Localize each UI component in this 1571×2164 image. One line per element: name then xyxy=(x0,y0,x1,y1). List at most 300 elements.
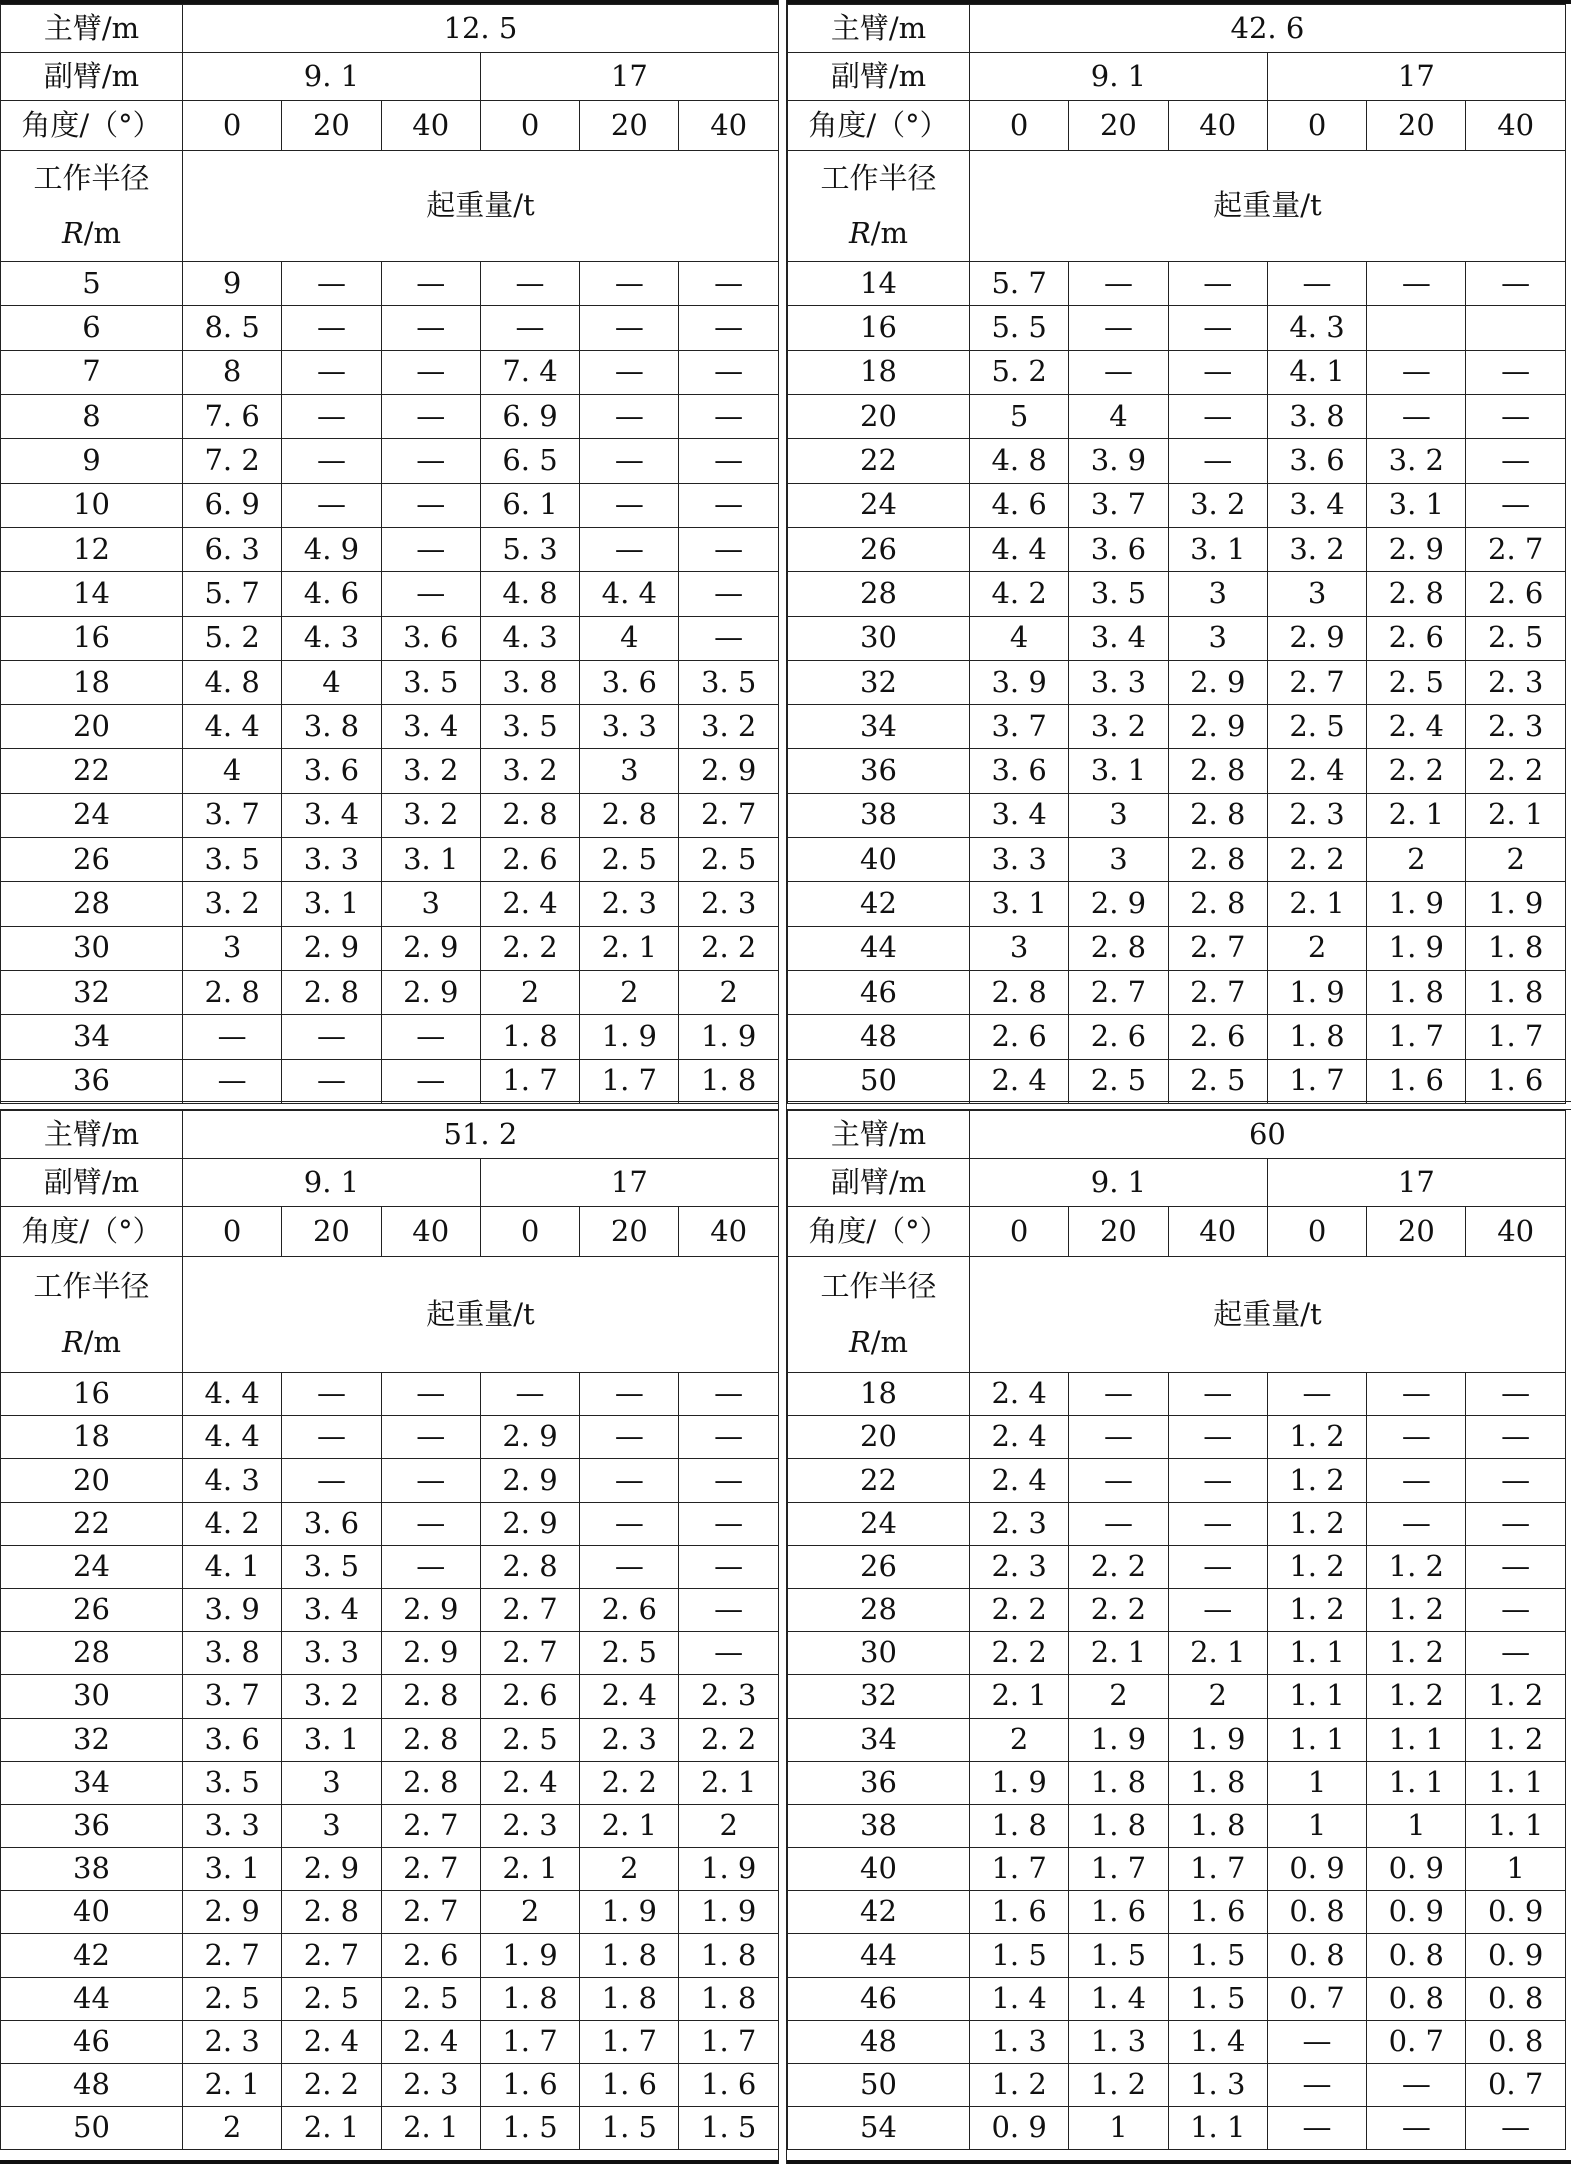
table-row xyxy=(788,1632,1566,1675)
capacity-value: 1. 8 xyxy=(679,1934,778,1977)
table-row xyxy=(1,262,779,306)
radius-value: 46 xyxy=(1,2020,183,2063)
capacity-value: — xyxy=(1367,2064,1466,2107)
angle-value: 40 xyxy=(1466,1207,1565,1257)
capacity-value: — xyxy=(1267,2064,1366,2107)
table-row xyxy=(1,395,779,439)
capacity-value: 2. 7 xyxy=(1466,527,1565,571)
table-row xyxy=(1,660,779,704)
capacity-value: 4 xyxy=(183,749,282,793)
capacity-label: 起重量/t xyxy=(970,151,1566,262)
capacity-value: 0. 8 xyxy=(1466,1977,1565,2020)
capacity-value: 3. 3 xyxy=(183,1804,282,1847)
table-row xyxy=(788,660,1566,704)
capacity-value: 3. 4 xyxy=(1069,616,1168,660)
table-row xyxy=(1,527,779,571)
angle-value: 0 xyxy=(970,1207,1069,1257)
table-row xyxy=(1,483,779,527)
capacity-value: 3. 2 xyxy=(1069,705,1168,749)
radius-value: 20 xyxy=(1,1459,183,1502)
table-row xyxy=(788,1718,1566,1761)
capacity-value: — xyxy=(1466,483,1565,527)
capacity-value: — xyxy=(1267,2020,1366,2063)
capacity-value: 1. 7 xyxy=(580,2020,679,2063)
angle-value: 0 xyxy=(183,1207,282,1257)
radius-unit: /m xyxy=(870,216,909,251)
capacity-value: 3. 1 xyxy=(282,1718,381,1761)
angle-value: 0 xyxy=(1267,101,1366,151)
capacity-value: 2. 1 xyxy=(381,2107,480,2150)
capacity-value: 4. 3 xyxy=(282,616,381,660)
table-row xyxy=(1,2020,779,2063)
radius-header-row xyxy=(1,151,779,262)
radius-value: 44 xyxy=(1,1977,183,2020)
capacity-value: 2. 2 xyxy=(580,1761,679,1804)
capacity-value: 1. 5 xyxy=(679,2107,778,2150)
radius-value: 5 xyxy=(1,262,183,306)
capacity-value: 2. 9 xyxy=(282,1848,381,1891)
radius-label-line2 xyxy=(1,206,182,261)
capacity-value: 1. 9 xyxy=(480,1934,579,1977)
capacity-value: 1. 9 xyxy=(580,1015,679,1059)
capacity-value: 2. 3 xyxy=(1466,705,1565,749)
capacity-value: — xyxy=(1168,1373,1267,1416)
capacity-value: 2. 5 xyxy=(1466,616,1565,660)
capacity-value: 2. 7 xyxy=(282,1934,381,1977)
table-row xyxy=(1,838,779,882)
capacity-value: 2 xyxy=(679,1804,778,1847)
radius-value: 22 xyxy=(788,439,970,483)
capacity-value: — xyxy=(1466,1373,1565,1416)
capacity-value: 1. 7 xyxy=(480,1059,579,1103)
capacity-value: 3. 5 xyxy=(282,1545,381,1588)
capacity-value: 3. 8 xyxy=(480,660,579,704)
capacity-value: 2. 2 xyxy=(970,1588,1069,1631)
capacity-value: 3. 2 xyxy=(282,1675,381,1718)
capacity-value: 1. 7 xyxy=(1367,1015,1466,1059)
capacity-value: 1. 9 xyxy=(970,1761,1069,1804)
capacity-value: 2 xyxy=(580,1848,679,1891)
angle-value: 20 xyxy=(1069,101,1168,151)
capacity-value: — xyxy=(580,527,679,571)
radius-unit: /m xyxy=(83,216,122,251)
radius-value: 36 xyxy=(788,1761,970,1804)
capacity-value: 2. 1 xyxy=(970,1675,1069,1718)
capacity-value: — xyxy=(381,1545,480,1588)
table-row xyxy=(788,2064,1566,2107)
capacity-value: 0. 8 xyxy=(1267,1891,1366,1934)
capacity-value: 2. 8 xyxy=(970,970,1069,1014)
capacity-value: 2. 8 xyxy=(1069,926,1168,970)
table-row xyxy=(788,970,1566,1014)
capacity-value: 4. 9 xyxy=(282,527,381,571)
radius-label-line2 xyxy=(788,206,969,261)
capacity-value: — xyxy=(282,439,381,483)
table-row xyxy=(788,749,1566,793)
capacity-value: 4. 3 xyxy=(183,1459,282,1502)
capacity-label: 起重量/t xyxy=(970,1257,1566,1373)
capacity-value: — xyxy=(1367,350,1466,394)
capacity-value: 2. 8 xyxy=(1168,838,1267,882)
table-row xyxy=(1,2107,779,2150)
capacity-value: 4. 2 xyxy=(183,1502,282,1545)
capacity-value: 0. 9 xyxy=(1367,1891,1466,1934)
table-row xyxy=(1,882,779,926)
capacity-value: 2. 8 xyxy=(1168,882,1267,926)
angle-value: 20 xyxy=(580,101,679,151)
capacity-value: 1. 2 xyxy=(1267,1588,1366,1631)
angle-label: 角度/（°） xyxy=(1,1207,183,1257)
table-row xyxy=(1,1804,779,1847)
capacity-value: 2 xyxy=(480,970,579,1014)
capacity-value: 3. 6 xyxy=(381,616,480,660)
capacity-value: — xyxy=(679,1416,778,1459)
angle-value: 20 xyxy=(1367,101,1466,151)
capacity-value: 1. 2 xyxy=(1367,1632,1466,1675)
radius-value: 48 xyxy=(1,2064,183,2107)
capacity-value: — xyxy=(679,1545,778,1588)
capacity-value: 2 xyxy=(1168,1675,1267,1718)
capacity-value: 1. 9 xyxy=(1466,882,1565,926)
capacity-value: 4. 4 xyxy=(580,572,679,616)
radius-unit: /m xyxy=(83,1324,122,1359)
capacity-value: — xyxy=(1466,395,1565,439)
capacity-value: 6. 9 xyxy=(183,483,282,527)
capacity-value: — xyxy=(1168,395,1267,439)
radius-value: 20 xyxy=(1,705,183,749)
capacity-value: 2. 5 xyxy=(381,1977,480,2020)
capacity-value: 1. 8 xyxy=(1466,926,1565,970)
capacity-value: 2. 4 xyxy=(970,1059,1069,1103)
main-boom-label: 主臂/m xyxy=(788,1111,970,1159)
capacity-value: 3. 6 xyxy=(580,660,679,704)
capacity-value: 4. 1 xyxy=(1267,350,1366,394)
capacity-value: 1 xyxy=(1367,1804,1466,1847)
capacity-value: 4. 8 xyxy=(970,439,1069,483)
load-table-block xyxy=(787,4,1566,1104)
capacity-value: — xyxy=(1466,439,1565,483)
capacity-value: 8. 5 xyxy=(183,306,282,350)
capacity-value: 2. 6 xyxy=(381,1934,480,1977)
table-row xyxy=(788,1015,1566,1059)
radius-label-line2 xyxy=(1,1315,182,1370)
table-row xyxy=(788,306,1566,350)
radius-value: 24 xyxy=(788,1502,970,1545)
angle-row xyxy=(788,101,1566,151)
capacity-value: 3. 4 xyxy=(381,705,480,749)
capacity-value: 2. 8 xyxy=(1168,749,1267,793)
capacity-value: 2. 2 xyxy=(1466,749,1565,793)
capacity-value: 2. 3 xyxy=(183,2020,282,2063)
capacity-value: 4. 1 xyxy=(183,1545,282,1588)
main-boom-row xyxy=(1,5,779,53)
capacity-value: — xyxy=(1367,1416,1466,1459)
capacity-value: 4. 2 xyxy=(970,572,1069,616)
capacity-value: 2. 2 xyxy=(480,926,579,970)
jib-value: 17 xyxy=(1267,53,1565,101)
capacity-value: — xyxy=(1466,350,1565,394)
table-row xyxy=(788,439,1566,483)
capacity-value: 1. 9 xyxy=(679,1891,778,1934)
capacity-value: 3. 6 xyxy=(183,1718,282,1761)
capacity-value: 3. 1 xyxy=(183,1848,282,1891)
angle-value: 20 xyxy=(580,1207,679,1257)
capacity-value: 2. 5 xyxy=(183,1977,282,2020)
capacity-value: 3. 2 xyxy=(1267,527,1366,571)
capacity-value: 2. 7 xyxy=(381,1848,480,1891)
capacity-value: 2. 9 xyxy=(679,749,778,793)
capacity-value: 3. 5 xyxy=(381,660,480,704)
capacity-value: 3. 9 xyxy=(970,660,1069,704)
radius-value: 18 xyxy=(788,350,970,394)
capacity-value: — xyxy=(381,306,480,350)
capacity-value: 2. 5 xyxy=(282,1977,381,2020)
capacity-value: 2 xyxy=(679,970,778,1014)
capacity-value: 2. 4 xyxy=(282,2020,381,2063)
capacity-value: — xyxy=(679,1502,778,1545)
capacity-value: 2. 4 xyxy=(970,1459,1069,1502)
capacity-value: 3. 1 xyxy=(970,882,1069,926)
capacity-value: — xyxy=(679,262,778,306)
capacity-value: 2. 1 xyxy=(1267,882,1366,926)
angle-value: 40 xyxy=(381,101,480,151)
radius-symbol: R xyxy=(61,216,84,251)
capacity-value: 2. 8 xyxy=(580,793,679,837)
capacity-value: — xyxy=(1069,306,1168,350)
capacity-value: 2. 6 xyxy=(480,1675,579,1718)
table-row xyxy=(1,1416,779,1459)
main-boom-row xyxy=(1,1111,779,1159)
capacity-value: 0. 9 xyxy=(1466,1891,1565,1934)
capacity-value: — xyxy=(1069,1416,1168,1459)
table-row xyxy=(1,705,779,749)
main-boom-value: 12. 5 xyxy=(183,5,779,53)
capacity-value: 2. 7 xyxy=(1168,926,1267,970)
capacity-value: 3. 7 xyxy=(183,1675,282,1718)
capacity-value: 2. 4 xyxy=(1267,749,1366,793)
radius-header-row xyxy=(788,1257,1566,1373)
radius-value: 40 xyxy=(1,1891,183,1934)
capacity-value: 2 xyxy=(480,1891,579,1934)
radius-value: 40 xyxy=(788,1848,970,1891)
radius-value: 24 xyxy=(1,1545,183,1588)
capacity-value: — xyxy=(1466,2107,1565,2150)
capacity-value: 6. 9 xyxy=(480,395,579,439)
capacity-value: 1. 8 xyxy=(580,1977,679,2020)
capacity-value: 1. 9 xyxy=(679,1848,778,1891)
jib-row xyxy=(788,1159,1566,1207)
table-row xyxy=(788,1588,1566,1631)
capacity-value: 3 xyxy=(1267,572,1366,616)
capacity-value: 2. 1 xyxy=(282,2107,381,2150)
capacity-value: 1. 8 xyxy=(1069,1804,1168,1847)
capacity-value: 2. 3 xyxy=(1267,793,1366,837)
table-row xyxy=(788,572,1566,616)
capacity-value: 1. 2 xyxy=(1267,1502,1366,1545)
capacity-value: 0. 9 xyxy=(1267,1848,1366,1891)
radius-value: 38 xyxy=(788,793,970,837)
angle-value: 20 xyxy=(282,1207,381,1257)
radius-value: 30 xyxy=(1,1675,183,1718)
capacity-value: — xyxy=(1168,350,1267,394)
capacity-value: 5. 5 xyxy=(970,306,1069,350)
capacity-value: — xyxy=(1168,1459,1267,1502)
table-row xyxy=(1,1934,779,1977)
capacity-value: — xyxy=(1168,1588,1267,1631)
capacity-value: 1. 7 xyxy=(1168,1848,1267,1891)
capacity-value: — xyxy=(580,439,679,483)
capacity-value: 2. 4 xyxy=(480,1761,579,1804)
table-row xyxy=(1,572,779,616)
load-table-block xyxy=(0,4,779,1104)
capacity-value: — xyxy=(580,1373,679,1416)
capacity-value: 2. 7 xyxy=(381,1891,480,1934)
capacity-value: 1. 6 xyxy=(1367,1059,1466,1103)
capacity-value: — xyxy=(679,1632,778,1675)
radius-value: 46 xyxy=(788,970,970,1014)
angle-value: 0 xyxy=(183,101,282,151)
angle-value: 40 xyxy=(1466,101,1565,151)
capacity-value: — xyxy=(679,527,778,571)
capacity-value: — xyxy=(1168,1502,1267,1545)
capacity-value: — xyxy=(282,1459,381,1502)
capacity-value: 1. 5 xyxy=(1168,1934,1267,1977)
angle-value: 40 xyxy=(679,1207,778,1257)
capacity-value: 1. 9 xyxy=(1367,926,1466,970)
table-row xyxy=(1,1848,779,1891)
capacity-value: 3. 1 xyxy=(381,838,480,882)
radius-value: 32 xyxy=(788,1675,970,1718)
capacity-value: 2. 7 xyxy=(480,1588,579,1631)
radius-value: 14 xyxy=(788,262,970,306)
jib-label: 副臂/m xyxy=(788,1159,970,1207)
capacity-value: 3. 9 xyxy=(1069,439,1168,483)
table-row xyxy=(788,926,1566,970)
jib-value: 9. 1 xyxy=(970,53,1268,101)
capacity-value: — xyxy=(679,1373,778,1416)
capacity-value: 1. 9 xyxy=(1168,1718,1267,1761)
capacity-value: — xyxy=(580,395,679,439)
capacity-value: 3. 9 xyxy=(183,1588,282,1631)
radius-value: 30 xyxy=(1,926,183,970)
capacity-value: — xyxy=(580,1502,679,1545)
capacity-value: — xyxy=(381,1416,480,1459)
capacity-value: — xyxy=(1168,439,1267,483)
radius-value: 38 xyxy=(788,1804,970,1847)
angle-value: 0 xyxy=(1267,1207,1366,1257)
capacity-value: — xyxy=(679,1588,778,1631)
table-row xyxy=(788,1545,1566,1588)
capacity-value: — xyxy=(1267,2107,1366,2150)
capacity-value: 2. 8 xyxy=(381,1718,480,1761)
main-boom-value: 60 xyxy=(970,1111,1566,1159)
capacity-value: 8 xyxy=(183,350,282,394)
capacity-value: — xyxy=(381,1059,480,1103)
table-row xyxy=(1,749,779,793)
radius-value: 26 xyxy=(1,838,183,882)
radius-value: 46 xyxy=(788,1977,970,2020)
capacity-value: 2. 8 xyxy=(282,970,381,1014)
capacity-value: — xyxy=(480,306,579,350)
capacity-value: 2. 6 xyxy=(580,1588,679,1631)
capacity-value: 3. 5 xyxy=(679,660,778,704)
capacity-value: 2. 1 xyxy=(1466,793,1565,837)
table-row xyxy=(1,1373,779,1416)
capacity-value: — xyxy=(1367,262,1466,306)
table-row xyxy=(788,1416,1566,1459)
capacity-value: 1. 8 xyxy=(1367,970,1466,1014)
table-row xyxy=(788,395,1566,439)
capacity-value: — xyxy=(679,306,778,350)
radius-value: 26 xyxy=(788,527,970,571)
capacity-value: 3. 7 xyxy=(183,793,282,837)
capacity-value: 1. 2 xyxy=(1367,1545,1466,1588)
capacity-value: 2. 2 xyxy=(282,2064,381,2107)
capacity-value: 6. 3 xyxy=(183,527,282,571)
capacity-value: — xyxy=(679,439,778,483)
capacity-value: 1. 9 xyxy=(1367,882,1466,926)
capacity-value: 0. 7 xyxy=(1367,2020,1466,2063)
table-row xyxy=(1,439,779,483)
capacity-value: 3. 1 xyxy=(1367,483,1466,527)
capacity-value: 4. 8 xyxy=(183,660,282,704)
capacity-value: 2. 9 xyxy=(381,926,480,970)
capacity-value: 3 xyxy=(1168,616,1267,660)
radius-value: 44 xyxy=(788,926,970,970)
radius-value: 42 xyxy=(788,1891,970,1934)
capacity-value: 0. 9 xyxy=(1466,1934,1565,1977)
capacity-value: 2. 3 xyxy=(970,1502,1069,1545)
table-row xyxy=(788,1891,1566,1934)
table-row xyxy=(788,350,1566,394)
capacity-value: — xyxy=(580,262,679,306)
angle-row xyxy=(788,1207,1566,1257)
radius-label-line1: 工作半径 xyxy=(33,1269,150,1304)
radius-value: 48 xyxy=(788,2020,970,2063)
capacity-value: 1. 8 xyxy=(1168,1804,1267,1847)
capacity-value: 1. 6 xyxy=(1466,1059,1565,1103)
table-row xyxy=(1,1761,779,1804)
radius-value: 14 xyxy=(1,572,183,616)
capacity-value: 1. 7 xyxy=(580,1059,679,1103)
capacity-value: 1. 4 xyxy=(970,1977,1069,2020)
jib-value: 17 xyxy=(480,1159,778,1207)
capacity-value: 3. 6 xyxy=(1267,439,1366,483)
capacity-value: 2. 3 xyxy=(580,1718,679,1761)
capacity-value: — xyxy=(381,1459,480,1502)
table-row xyxy=(1,1891,779,1934)
capacity-value: — xyxy=(282,306,381,350)
capacity-value: 2. 9 xyxy=(1069,882,1168,926)
radius-symbol: R xyxy=(848,216,871,251)
main-boom-value: 51. 2 xyxy=(183,1111,779,1159)
capacity-value: 2. 2 xyxy=(970,1632,1069,1675)
capacity-value: — xyxy=(1367,395,1466,439)
capacity-value: 1. 3 xyxy=(1069,2020,1168,2063)
capacity-value: 3. 2 xyxy=(381,793,480,837)
capacity-value: 2. 3 xyxy=(580,882,679,926)
capacity-value: 1. 1 xyxy=(1267,1675,1366,1718)
capacity-value: 1. 8 xyxy=(679,1059,778,1103)
capacity-value: 4. 8 xyxy=(480,572,579,616)
radius-value: 18 xyxy=(1,1416,183,1459)
capacity-value: 1. 7 xyxy=(1069,1848,1168,1891)
capacity-value: 3 xyxy=(1069,838,1168,882)
angle-value: 40 xyxy=(1168,1207,1267,1257)
capacity-value: 1. 9 xyxy=(580,1891,679,1934)
capacity-value: — xyxy=(679,395,778,439)
capacity-value: 4 xyxy=(580,616,679,660)
